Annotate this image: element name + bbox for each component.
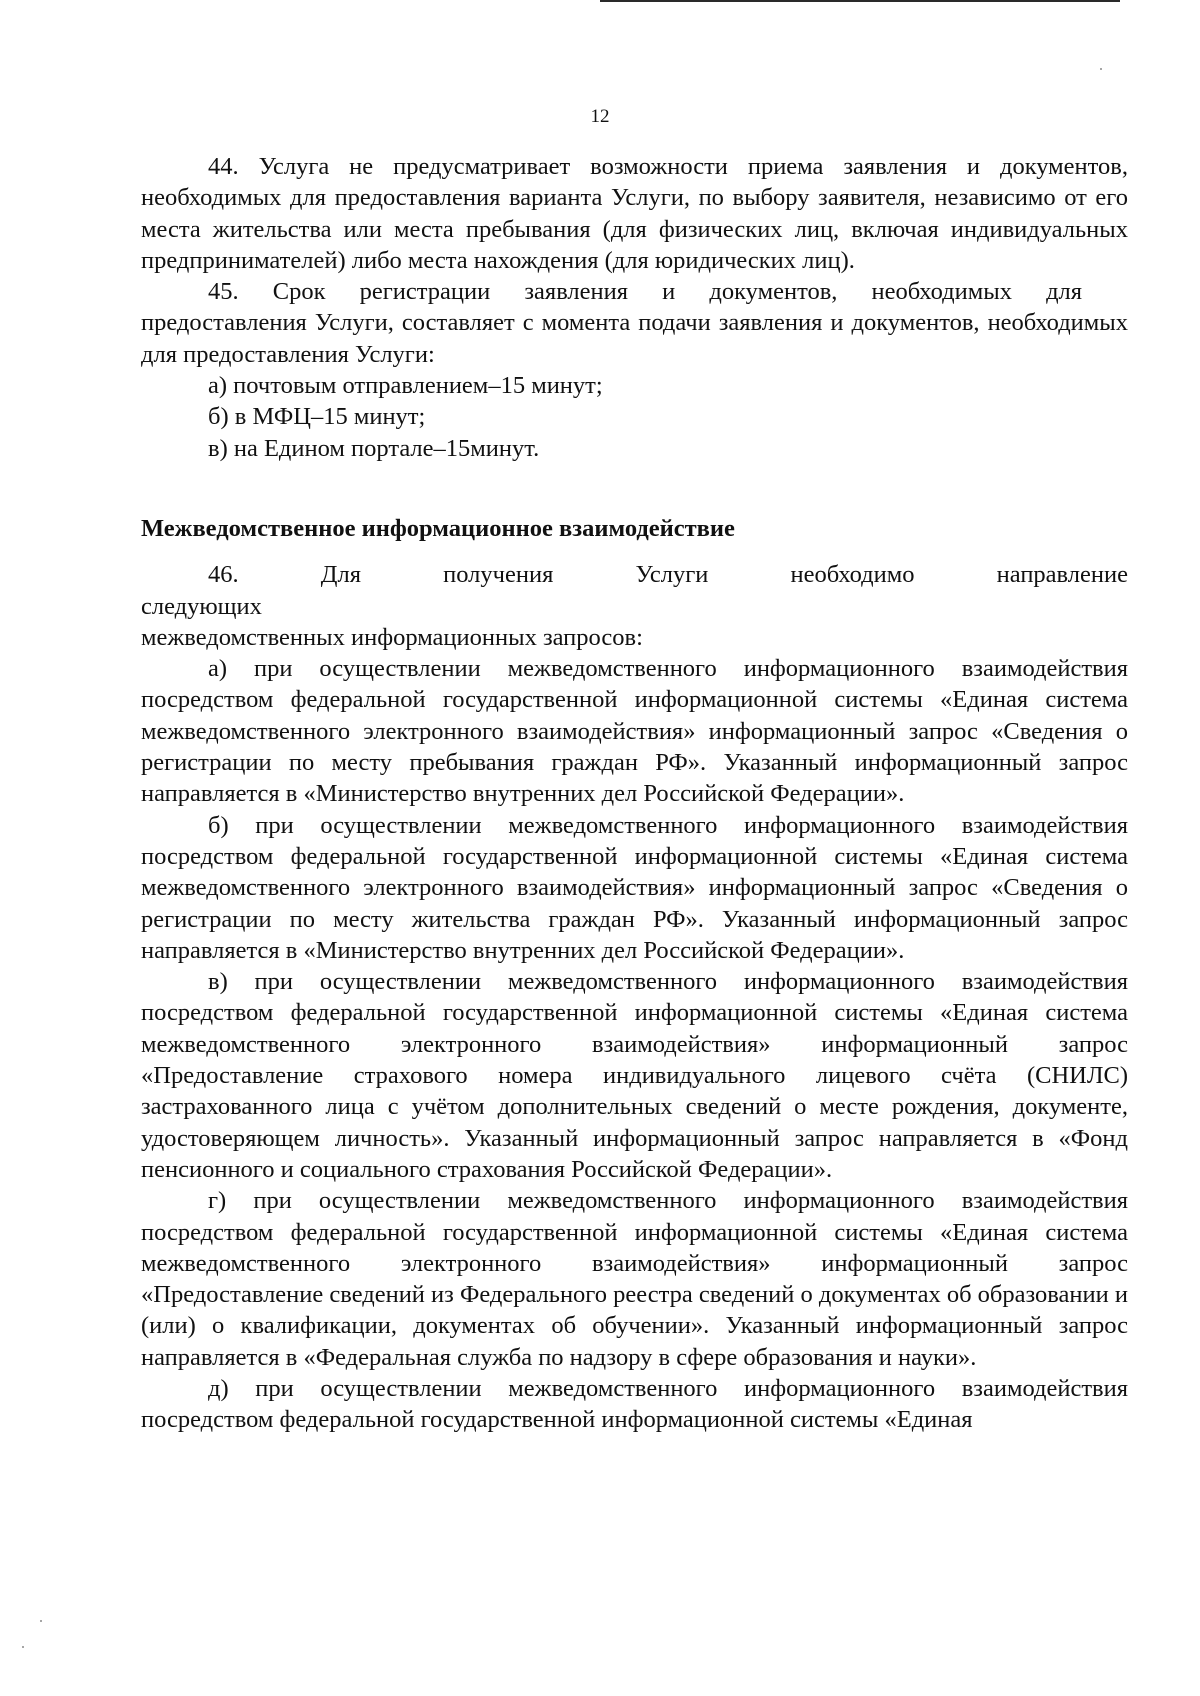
paragraph-46-first-line: 46. Для получения Услуги необходимо направление следующих: [141, 561, 1128, 620]
scan-edge-line: [600, 0, 1120, 2]
paragraph-44: 44. Услуга не предусматривает возможности приема заявления и документов, необходимых для предоставления варианта Услуги, по выбору заявителя, независимо от его места жительства или места пребывания (для физических лиц, включая индивидуальных предпринимателей) либо места нахождения (для юридических лиц).: [141, 153, 1128, 274]
document-body: [141, 151, 1128, 1436]
scan-speck: [40, 1620, 42, 1622]
page-number: 12: [590, 106, 610, 127]
scan-speck: [1100, 68, 1102, 70]
paragraph-46-continuation: межведомственных информационных запросов:: [141, 623, 643, 651]
paragraph-46-item-b: б) при осуществлении межведомственного информационного взаимодействия посредством федеральной государственной информационной системы «Единая система межведомственного электронного взаимодействия» информационный запрос «Сведения о регистрации по месту жительства граждан РФ». Указанный информационный запрос направляется в «Министерство внутренних дел Российской Федерации».: [141, 811, 1128, 964]
paragraph-45-continuation: предоставления Услуги, составляет с момента подачи заявления и документов, необходимых для предоставления Услуги:: [141, 309, 1128, 368]
section-heading: Межведомственное информационное взаимодействие: [141, 514, 735, 542]
scan-speck: [22, 1646, 24, 1648]
paragraph-45-item-a: а) почтовым отправлением–15 минут;: [208, 372, 603, 400]
paragraph-46-item-g: г) при осуществлении межведомственного информационного взаимодействия посредством федеральной государственной информационной системы «Единая система межведомственного электронного взаимодействия» информационный запрос «Предоставление сведений из Федерального реестра сведений о документах об образовании и (или) о квалификации, документах об обучении». Указанный информационный запрос направляется в «Федеральная служба по надзору в сфере образования и науки».: [141, 1187, 1128, 1371]
paragraph-46-item-a: а) при осуществлении межведомственного информационного взаимодействия посредством федеральной государственной информационной системы «Единая система межведомственного электронного взаимодействия» информационный запрос «Сведения о регистрации по месту пребывания граждан РФ». Указанный информационный запрос направляется в «Министерство внутренних дел Российской Федерации».: [141, 655, 1128, 808]
paragraph-45-item-v: в) на Едином портале–15минут.: [208, 434, 540, 462]
paragraph-45-item-b: б) в МФЦ–15 минут;: [208, 403, 426, 431]
paragraph-46-item-v: в) при осуществлении межведомственного информационного взаимодействия посредством федеральной государственной информационной системы «Единая система межведомственного электронного взаимодействия» информационный запрос «Предоставление страхового номера индивидуального лицевого счёта (СНИЛС) застрахованного лица с учётом дополнительных сведений о месте рождения, документе, удостоверяющем личность». Указанный информационный запрос направляется в «Фонд пенсионного и социального страхования Российской Федерации».: [141, 968, 1128, 1183]
paragraph-45-first-line: 45. Срок регистрации заявления и документов, необходимых для: [208, 278, 1083, 306]
paragraph-46-item-d: д) при осуществлении межведомственного информационного взаимодействия посредством федеральной государственной информационной системы «Единая: [141, 1374, 1128, 1434]
